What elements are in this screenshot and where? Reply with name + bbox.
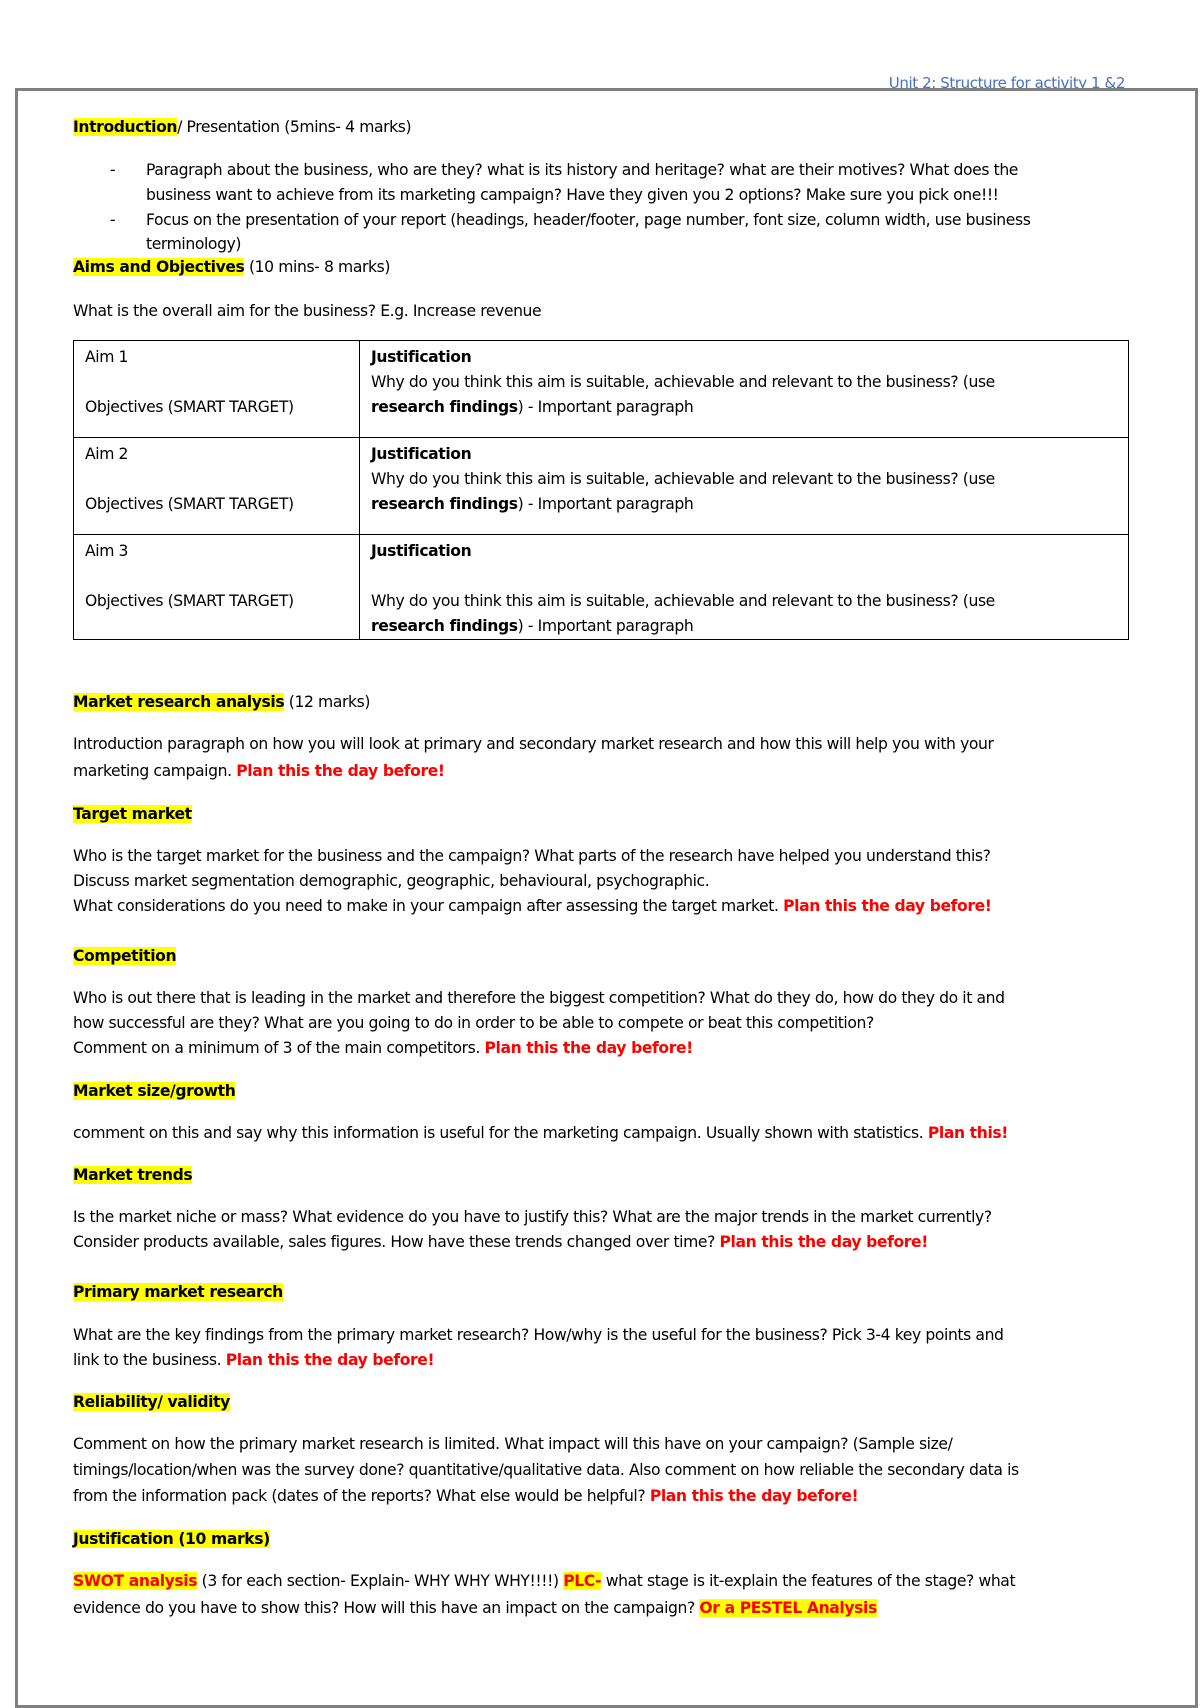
aim-cell: Aim 3 Objectives (SMART TARGET)	[74, 535, 360, 640]
aims-heading: Aims and Objectives (10 mins- 8 marks)	[73, 258, 391, 276]
justification-line-2: evidence do you have to show this? How will this have an impact on the campaign? Or a PESTEL Analysis	[73, 1599, 877, 1617]
justification-heading: Justification (10 marks)	[73, 1530, 270, 1548]
reliability-line-2: timings/location/when was the survey done? quantitative/qualitative data. Also comment on how reliable the secondary data is	[73, 1461, 1019, 1479]
target-market-line-3: What considerations do you need to make in your campaign after assessing the target market. Plan this the day before!	[73, 897, 992, 915]
aim-cell: Aim 2 Objectives (SMART TARGET)	[74, 438, 360, 535]
aims-question: What is the overall aim for the business? E.g. Increase revenue	[73, 302, 542, 320]
market-trends-line-2: Consider products available, sales figures. How have these trends changed over time? Plan this the day before!	[73, 1233, 928, 1251]
reliability-line-3: from the information pack (dates of the reports? What else would be helpful? Plan this the day before!	[73, 1487, 859, 1505]
market-size-heading: Market size/growth	[73, 1082, 236, 1100]
table-row	[74, 438, 1129, 535]
table-row	[74, 341, 1129, 438]
market-research-line-1: Introduction paragraph on how you will look at primary and secondary market research and how this will help you with your	[73, 735, 994, 753]
market-research-line-2: marketing campaign. Plan this the day before!	[73, 762, 445, 780]
justification-cell: Justification Why do you think this aim is suitable, achievable and relevant to the business? (use research findings) - Important paragraph	[360, 535, 1129, 640]
table-row	[74, 535, 1129, 640]
page-header: Unit 2: Structure for activity 1 &2	[888, 74, 1125, 92]
reliability-line-1: Comment on how the primary market research is limited. What impact will this have on your campaign? (Sample size/	[73, 1435, 953, 1453]
primary-research-heading: Primary market research	[73, 1283, 283, 1301]
market-size-line-1: comment on this and say why this information is useful for the marketing campaign. Usually shown with statistics. Plan this!	[73, 1124, 1008, 1142]
justification-cell: Justification Why do you think this aim is suitable, achievable and relevant to the business? (use research findings) - Important paragraph	[360, 438, 1129, 535]
justification-line-1: SWOT analysis (3 for each section- Explain- WHY WHY WHY!!!!) PLC- what stage is it-explain the features of the stage? what	[73, 1572, 1016, 1590]
market-research-heading: Market research analysis (12 marks)	[73, 693, 371, 711]
justification-cell: Justification Why do you think this aim is suitable, achievable and relevant to the business? (use research findings) - Important paragraph	[360, 341, 1129, 438]
competition-heading: Competition	[73, 947, 177, 965]
target-market-heading: Target market	[73, 805, 192, 823]
primary-research-line-2: link to the business. Plan this the day before!	[73, 1351, 435, 1369]
market-trends-heading: Market trends	[73, 1166, 193, 1184]
target-market-line-1: Who is the target market for the business and the campaign? What parts of the research have helped you understand this?	[73, 847, 991, 865]
reliability-heading: Reliability/ validity	[73, 1393, 230, 1411]
target-market-line-2: Discuss market segmentation demographic, geographic, behavioural, psychographic.	[73, 872, 710, 890]
primary-research-line-1: What are the key findings from the primary market research? How/why is the useful for the business? Pick 3-4 key points and	[73, 1326, 1004, 1344]
competition-line-1: Who is out there that is leading in the market and therefore the biggest competition? What do they do, how do they do it and	[73, 989, 1005, 1007]
market-trends-line-1: Is the market niche or mass? What evidence do you have to justify this? What are the major trends in the market currently?	[73, 1208, 992, 1226]
aims-table	[73, 340, 1129, 640]
competition-line-2: how successful are they? What are you going to do in order to be able to compete or beat this competition?	[73, 1014, 874, 1032]
aim-cell: Aim 1 Objectives (SMART TARGET)	[74, 341, 360, 438]
competition-line-3: Comment on a minimum of 3 of the main competitors. Plan this the day before!	[73, 1039, 693, 1057]
intro-heading: Introduction/ Presentation (5mins- 4 marks)	[73, 118, 412, 136]
